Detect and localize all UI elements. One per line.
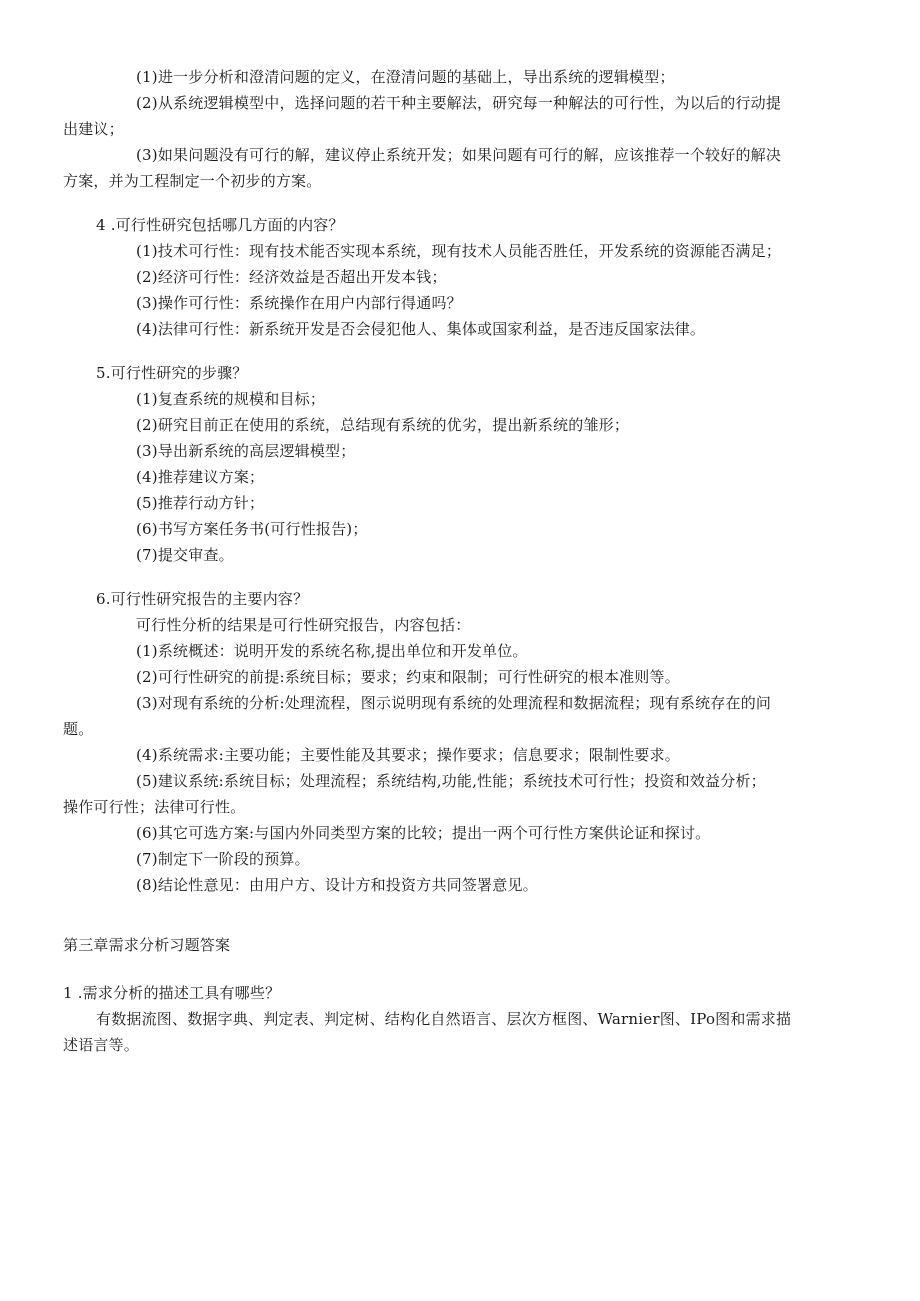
list-item: (2)研究目前正在使用的系统，总结现有系统的优劣，提出新系统的雏形； [136, 416, 630, 434]
list-item: (5)推荐行动方针； [136, 494, 265, 512]
list-item: (1)技术可行性：现有技术能否实现本系统，现有技术人员能否胜任，开发系统的资源能否满足； [136, 242, 782, 260]
list-item: (4)系统需求:主要功能；主要性能及其要求；操作要求；信息要求；限制性要求。 [136, 746, 680, 764]
list-item: (6)书写方案任务书(可行性报告)； [136, 520, 368, 538]
paragraph-line: (3)如果问题没有可行的解，建议停止系统开发；如果问题有可行的解，应该推荐一个较好的解决 [136, 146, 782, 164]
list-item: (3)导出新系统的高层逻辑模型； [136, 442, 356, 460]
question-heading: 6.可行性研究报告的主要内容？ [96, 590, 309, 608]
list-item: (3)操作可行性：系统操作在用户内部行得通吗？ [136, 294, 462, 312]
paragraph-line: (1)进一步分析和澄清问题的定义，在澄清问题的基础上，导出系统的逻辑模型； [136, 68, 675, 86]
list-item-continuation: 操作可行性；法律可行性。 [63, 798, 246, 816]
paragraph-line: 出建议； [63, 120, 124, 138]
list-item: (2)可行性研究的前提:系统目标；要求；约束和限制；可行性研究的根本准则等。 [136, 668, 680, 686]
list-item: (5)建议系统:系统目标；处理流程；系统结构,功能,性能；系统技术可行性；投资和效益分析； [136, 772, 766, 790]
list-item: (4)推荐建议方案； [136, 468, 265, 486]
question-heading: 1 .需求分析的描述工具有哪些？ [63, 984, 281, 1002]
paragraph-line: 有数据流图、数据字典、判定表、判定树、结构化自然语言、层次方框图、Warnier图、IPo图和需求描 [96, 1010, 792, 1028]
paragraph-line: (2)从系统逻辑模型中，选择问题的若干种主要解法，研究每一种解法的可行性，为以后的行动提 [136, 94, 782, 112]
list-item: (6)其它可选方案:与国内外同类型方案的比较；提出一两个可行性方案供论证和探讨。 [136, 824, 711, 842]
paragraph-line: 方案，并为工程制定一个初步的方案。 [63, 172, 322, 190]
list-item: (1)复查系统的规模和目标； [136, 390, 326, 408]
list-item: (7)制定下一阶段的预算。 [136, 850, 310, 868]
chapter-title: 第三章需求分析习题答案 [63, 936, 231, 954]
question-heading: 5.可行性研究的步骤？ [96, 364, 248, 382]
list-item-continuation: 题。 [63, 720, 94, 738]
list-item: (4)法律可行性：新系统开发是否会侵犯他人、集体或国家利益，是否违反国家法律。 [136, 320, 706, 338]
list-item: (7)提交审查。 [136, 546, 234, 564]
list-item: (3)对现有系统的分析:处理流程，图示说明现有系统的处理流程和数据流程；现有系统存在的问 [136, 694, 772, 712]
question-heading: 4 .可行性研究包括哪几方面的内容？ [96, 216, 344, 234]
paragraph-line: 可行性分析的结果是可行性研究报告，内容包括： [136, 616, 471, 634]
list-item: (8)结论性意见：由用户方、设计方和投资方共同签署意见。 [136, 876, 538, 894]
list-item: (1)系统概述：说明开发的系统名称,提出单位和开发单位。 [136, 642, 528, 660]
list-item: (2)经济可行性：经济效益是否超出开发本钱； [136, 268, 447, 286]
paragraph-line: 述语言等。 [63, 1036, 140, 1054]
